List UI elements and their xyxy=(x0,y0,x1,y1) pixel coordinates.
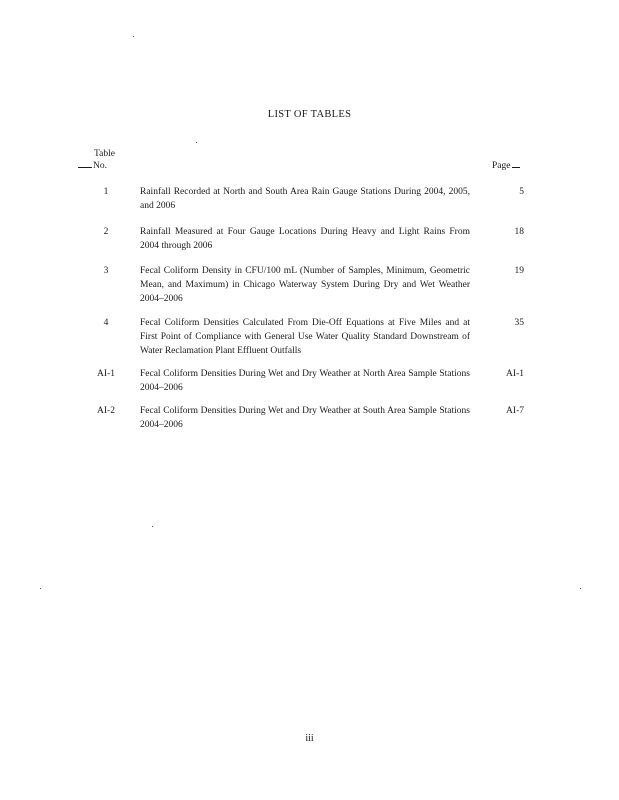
entry-title: Rainfall Measured at Four Gauge Locations During Heavy and Light Rains From 2004 through 2006 xyxy=(140,227,470,251)
entry-title: Rainfall Recorded at North and South Area Rain Gauge Stations During 2004, 2005, and 2006 xyxy=(140,187,470,211)
entry-number: AI-1 xyxy=(97,369,115,379)
page-column-header xyxy=(492,160,520,172)
entry-title: Fecal Coliform Densities Calculated From Die-Off Equations at Five Miles and at First Point of Compliance with General Use Water Quality Standard Downstream of Water Reclamation Plant Effluent Outfalls xyxy=(140,318,470,356)
entry-number: 4 xyxy=(103,318,109,328)
entry-title: Fecal Coliform Densities During Wet and Dry Weather at North Area Sample Stations 2004–2006 xyxy=(140,369,470,393)
entry-page: AI-1 xyxy=(506,369,524,379)
table-header-line2: No. xyxy=(93,161,107,171)
header-underline xyxy=(78,167,92,168)
entry-number: 3 xyxy=(103,266,109,276)
entry-page: 35 xyxy=(514,318,524,328)
entry-number: 2 xyxy=(103,227,109,237)
scan-speck xyxy=(196,142,197,143)
scan-speck xyxy=(580,588,581,589)
page-number: iii xyxy=(305,733,314,744)
entry-page: 19 xyxy=(514,266,524,276)
entry-page: 5 xyxy=(519,187,524,197)
entry-title: Fecal Coliform Density in CFU/100 mL (Number of Samples, Minimum, Geometric Mean, and Maximum) in Chicago Waterway System During Dry and Wet Weather 2004–2006 xyxy=(140,266,470,304)
header-underline xyxy=(512,167,520,168)
table-header-line1: Table xyxy=(94,149,115,159)
entry-page: AI-7 xyxy=(506,406,524,416)
page-title: LIST OF TABLES xyxy=(267,109,352,120)
scan-speck xyxy=(133,36,134,37)
scan-speck xyxy=(40,588,41,589)
entry-number: 1 xyxy=(103,187,109,197)
entry-title: Fecal Coliform Densities During Wet and Dry Weather at South Area Sample Stations 2004–2006 xyxy=(140,406,470,430)
table-number-column-header xyxy=(78,148,118,172)
page-header-label: Page xyxy=(492,161,511,171)
entry-number: AI-2 xyxy=(97,406,115,416)
entry-page: 18 xyxy=(514,227,524,237)
scan-speck xyxy=(152,526,153,527)
